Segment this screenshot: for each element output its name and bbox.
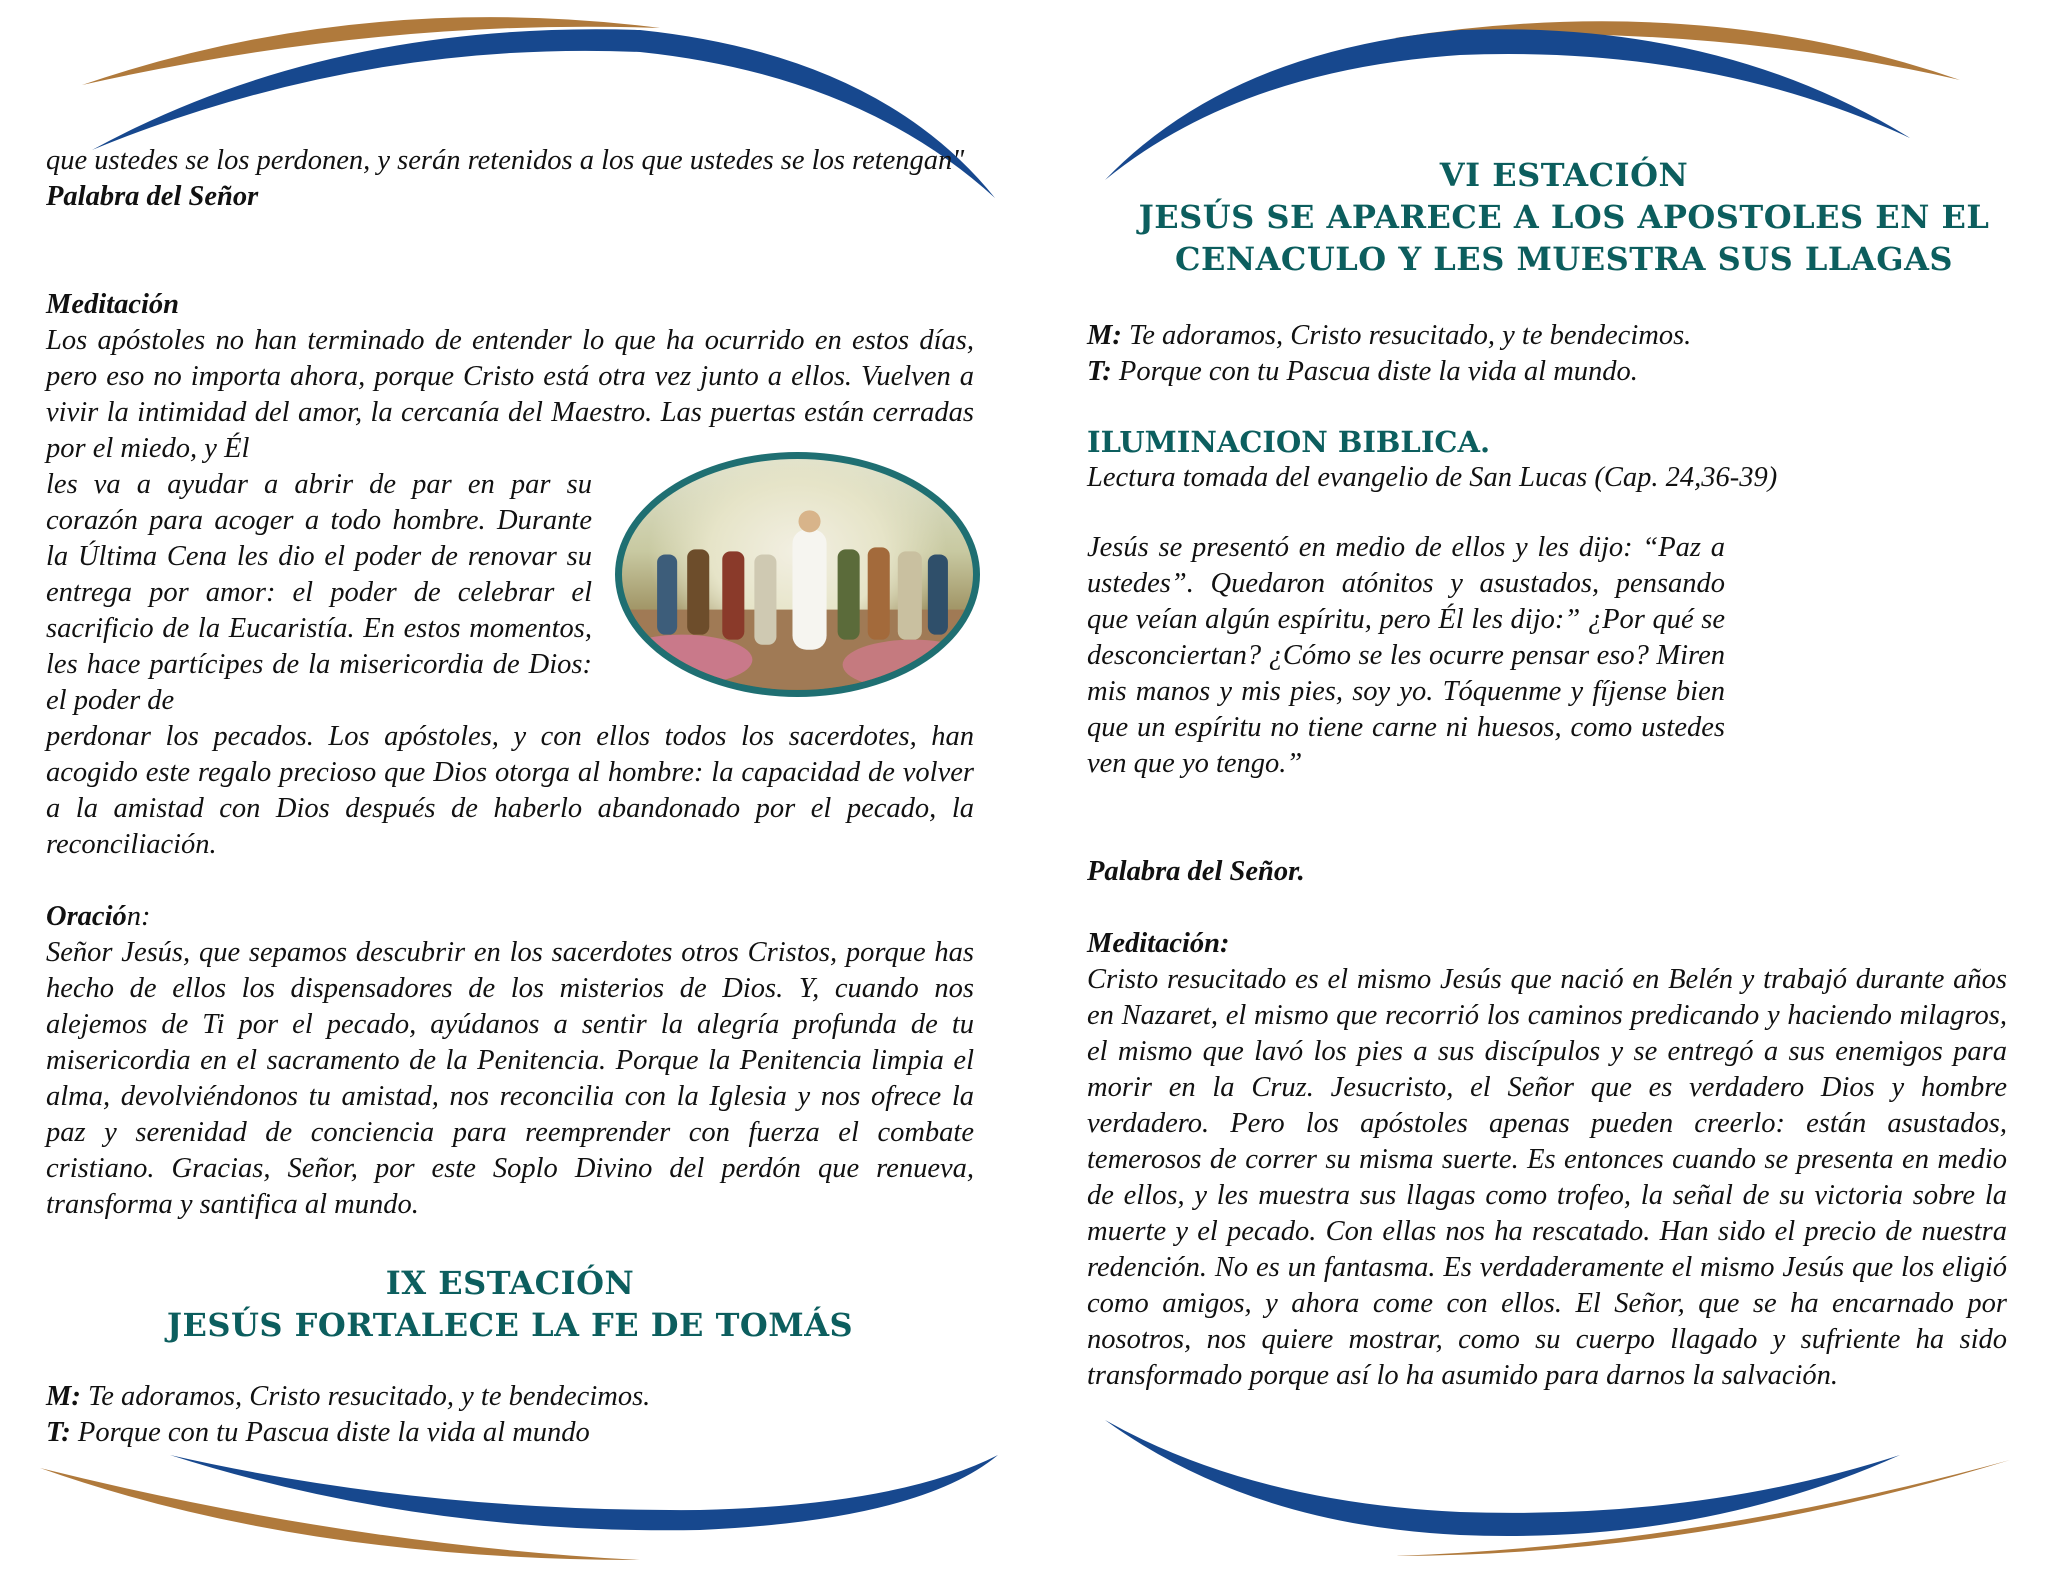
oracion-label-suffix: n: xyxy=(126,901,151,932)
station-ix-number: IX ESTACIÓN xyxy=(385,1264,635,1302)
left-meditacion-wrap xyxy=(46,467,592,719)
left-meditacion-rest xyxy=(46,719,974,863)
left-intro xyxy=(46,143,974,215)
station-vi-number: VI ESTACIÓN xyxy=(1439,156,1689,194)
left-meditacion xyxy=(46,287,974,467)
meditacion-label: Meditación xyxy=(46,289,179,320)
intro-text: que ustedes se los perdonen, y serán retenidos a los que ustedes se los retengan" xyxy=(46,145,965,176)
station-vi-title-1: JESÚS SE APARECE A LOS APOSTOLES EN EL xyxy=(1138,198,1990,236)
t-text: Porque con tu Pascua diste la vida al mundo. xyxy=(1111,356,1638,387)
meditacion-text-1: Los apóstoles no han terminado de entender lo que ha ocurrido en estos días, pero eso no importa ahora, porque Cristo está otra vez junto a ellos. Vuelven a vivir la intimidad del amor, la cercanía del Maestro. Las puertas están cerradas por el miedo, y Él xyxy=(46,325,974,464)
right-responsory xyxy=(1087,318,2007,390)
palabra-label: Palabra del Señor xyxy=(46,181,259,212)
jesus-apostles-illustration xyxy=(615,452,980,697)
meditacion-text-3: perdonar los pecados. Los apóstoles, y con ellos todos los sacerdotes, han acogido este regalo precioso que Dios otorga al hombre: la capacidad de volver a la amistad con Dios después de haberlo abandonado por el pecado, la reconciliación. xyxy=(46,721,974,860)
lectura-reference: Lectura tomada del evangelio de San Lucas (Cap. 24,36-39) xyxy=(1087,462,1778,493)
station-ix-title: JESÚS FORTALECE LA FE DE TOMÁS xyxy=(166,1306,854,1344)
meditacion-label: Meditación: xyxy=(1087,928,1230,959)
oracion-label: Oració xyxy=(46,901,127,932)
m-text: Te adoramos, Cristo resucitado, y te bendecimos. xyxy=(80,1381,651,1412)
station-vi-heading xyxy=(1094,154,2034,280)
gospel-text: Jesús se presentó en medio de ellos y les dijo: “Paz a ustedes”. Quedaron atónitos y asustados, pensando que veían algún espíritu, pero Él les dijo:” ¿Por qué se desconciertan? ¿Cómo se les ocurre pensar eso? Miren mis manos y mis pies, soy yo. Tóquenme y fíjense bien que un espíritu no tiene carne ni huesos, como ustedes ven que yo tengo.” xyxy=(1087,532,1725,779)
meditacion-text: Cristo resucitado es el mismo Jesús que nació en Belén y trabajó durante años en Nazaret, el mismo que recorrió los caminos predicando y haciendo milagros, el mismo que lavó los pies a sus discípulos y se entregó a sus enemigos para morir en la Cruz. Jesucristo, el Señor que es verdadero Dios y hombre verdadero. Pero los apóstoles apenas pueden creerlo: están asustados, temerosos de correr su misma suerte. Es entonces cuando se presenta en medio de ellos, y les muestra sus llagas como trofeo, la señal de su victoria sobre la muerte y el pecado. Con ellas nos ha rescatado. Han sido el precio de nuestra redención. No es un fantasma. Es verdaderamente el mismo Jesús que los eligió como amigos, y ahora come con ellos. El Señor, que se ha encarnado por nosotros, nos quiere mostrar, como su cuerpo llagado y sufriente ha sido transformado porque así lo ha asumido para darnos la salvación. xyxy=(1087,964,2007,1391)
oracion-text: Señor Jesús, que sepamos descubrir en los sacerdotes otros Cristos, porque has hecho de ellos los dispensadores de los misterios de Dios. Y, cuando nos alejemos de Ti por el pecado, ayúdanos a sentir la alegría profunda de tu misericordia en el sacramento de la Penitencia. Porque la Penitencia limpia el alma, devolviéndonos tu amistad, nos reconcilia con la Iglesia y nos ofrece la paz y serenidad de conciencia para reemprender con fuerza el combate cristiano. Gracias, Señor, por este Soplo Divino del perdón que renueva, transforma y santifica al mundo. xyxy=(46,937,974,1220)
station-vi-title-2: CENACULO Y LES MUESTRA SUS LLAGAS xyxy=(1174,240,1953,278)
palabra-label: Palabra del Señor. xyxy=(1087,856,1305,887)
right-iluminacion xyxy=(1087,424,2007,496)
iluminacion-heading: ILUMINACION BIBLICA. xyxy=(1087,425,1491,459)
left-responsory xyxy=(46,1379,974,1451)
m-label: M: xyxy=(46,1381,81,1412)
meditacion-text-2: les va a ayudar a abrir de par en par su corazón para acoger a todo hombre. Durante la Última Cena les dio el poder de renovar su entrega por amor: el poder de celebrar el sacrificio de la Eucaristía. En estos momentos, les hace partícipes de la misericordia de Dios: el poder de xyxy=(46,469,592,716)
right-palabra xyxy=(1087,854,2007,890)
t-text: Porque con tu Pascua diste la vida al mundo xyxy=(70,1417,590,1448)
left-oracion xyxy=(46,899,974,1223)
right-meditacion xyxy=(1087,926,2007,1394)
right-gospel xyxy=(1087,530,1725,782)
right-page xyxy=(1024,0,2048,1582)
m-text: Te adoramos, Cristo resucitado, y te bendecimos. xyxy=(1121,320,1692,351)
station-ix-heading xyxy=(46,1262,974,1346)
m-label: M: xyxy=(1087,320,1122,351)
t-label: T: xyxy=(1087,356,1112,387)
t-label: T: xyxy=(46,1417,71,1448)
illustration-figures xyxy=(622,459,973,690)
